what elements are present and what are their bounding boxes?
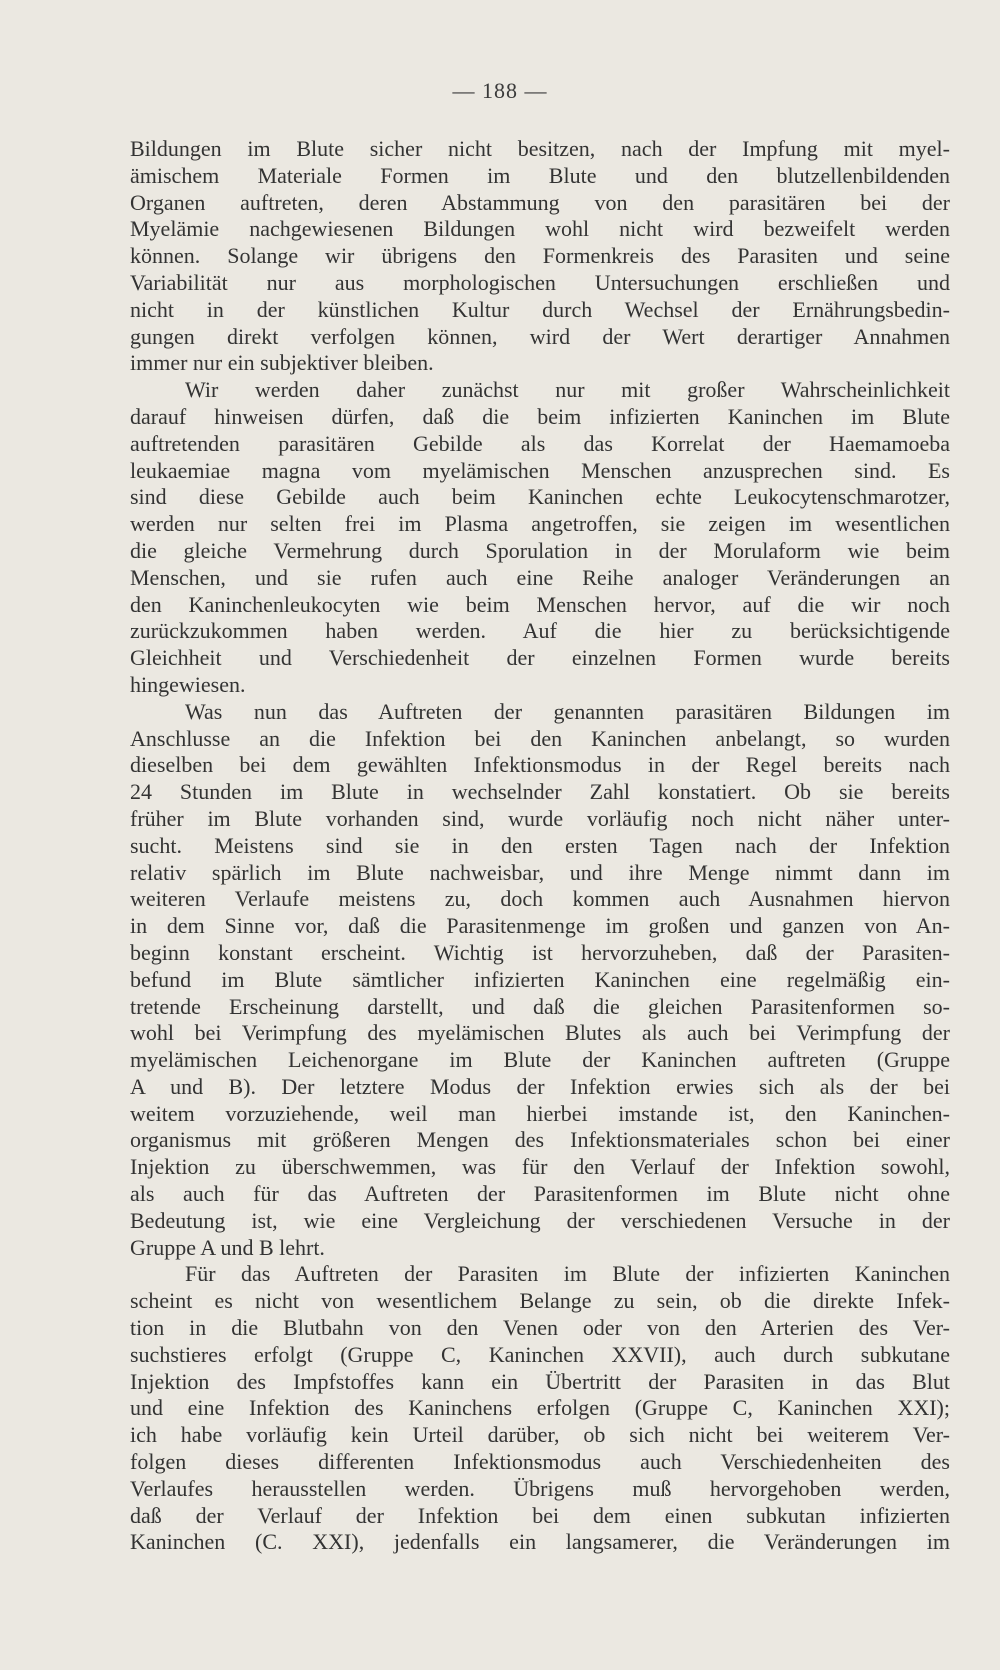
text-line: in dem Sinne vor, daß die Parasitenmenge im großen und ganzen von An- <box>130 913 950 939</box>
text-line: sucht. Meistens sind sie in den ersten Tagen nach der Infektion <box>130 832 950 858</box>
text-line: Bedeutung ist, wie eine Vergleichung der verschiedenen Versuche in der <box>130 1207 950 1233</box>
text-line: beginn konstant erscheint. Wichtig ist hervorzuheben, daß der Parasiten- <box>130 939 950 965</box>
body-text <box>130 136 950 1556</box>
text-line: Kaninchen (C. XXI), jedenfalls ein langsamerer, die Veränderungen im <box>130 1529 950 1555</box>
text-line: wohl bei Verimpfung des myelämischen Blutes als auch bei Verimpfung der <box>130 1020 950 1046</box>
text-line: können. Solange wir übrigens den Formenkreis des Parasiten und seine <box>130 243 950 269</box>
text-line: befund im Blute sämtlicher infizierten Kaninchen eine regelmäßig ein- <box>130 966 950 992</box>
text-line: weitem vorzuziehende, weil man hierbei imstande ist, den Kaninchen- <box>130 1100 950 1126</box>
text-line: Organen auftreten, deren Abstammung von den parasitären bei der <box>130 189 950 215</box>
text-line: organismus mit größeren Mengen des Infektionsmateriales schon bei einer <box>130 1127 950 1153</box>
text-line: ich habe vorläufig kein Urteil darüber, ob sich nicht bei weiterem Ver- <box>130 1422 950 1448</box>
text-line: nicht in der künstlichen Kultur durch Wechsel der Ernährungsbedin- <box>130 296 950 322</box>
text-line: Bildungen im Blute sicher nicht besitzen, nach der Impfung mit myel- <box>130 136 950 161</box>
text-line: 24 Stunden im Blute in wechselnder Zahl konstatiert. Ob sie bereits <box>130 779 950 805</box>
text-line: als auch für das Auftreten der Parasitenformen im Blute nicht ohne <box>130 1181 950 1207</box>
text-line: dieselben bei dem gewählten Infektionsmodus in der Regel bereits nach <box>130 752 950 778</box>
text-line: tretende Erscheinung darstellt, und daß die gleichen Parasitenformen so- <box>130 993 950 1019</box>
text-line: Anschlusse an die Infektion bei den Kaninchen anbelangt, so wurden <box>130 725 950 751</box>
text-line: Menschen, und sie rufen auch eine Reihe analoger Veränderungen an <box>130 564 950 590</box>
text-line: die gleiche Vermehrung durch Sporulation in der Morulaform wie beim <box>130 537 950 563</box>
text-line: gungen direkt verfolgen können, wird der Wert derartiger Annahmen <box>130 323 950 349</box>
text-line: tion in die Blutbahn von den Venen oder von den Arterien des Ver- <box>130 1315 950 1341</box>
text-line: zurückzukommen haben werden. Auf die hier zu berücksichtigende <box>130 618 950 644</box>
text-line: hingewiesen. <box>130 671 246 697</box>
text-line: Was nun das Auftreten der genannten parasitären Bildungen im <box>185 698 950 724</box>
text-line: den Kaninchenleukocyten wie beim Menschen hervor, auf die wir noch <box>130 591 950 617</box>
text-line: myelämischen Leichenorgane im Blute der Kaninchen auftreten (Gruppe <box>130 1047 950 1073</box>
text-line: Injektion des Impfstoffes kann ein Übertritt der Parasiten in das Blut <box>130 1368 950 1394</box>
text-line: Myelämie nachgewiesenen Bildungen wohl nicht wird bezweifelt werden <box>130 216 950 242</box>
text-line: früher im Blute vorhanden sind, wurde vorläufig noch nicht näher unter- <box>130 805 950 831</box>
text-line: Für das Auftreten der Parasiten im Blute der infizierten Kaninchen <box>185 1261 950 1287</box>
text-line: scheint es nicht von wesentlichem Belange zu sein, ob die direkte Infek- <box>130 1288 950 1314</box>
text-line: suchstieres erfolgt (Gruppe C, Kaninchen XXVII), auch durch subkutane <box>130 1341 950 1367</box>
text-line: ämischem Materiale Formen im Blute und den blutzellenbildenden <box>130 162 950 188</box>
text-line: und eine Infektion des Kaninchens erfolgen (Gruppe C, Kaninchen XXI); <box>130 1395 950 1421</box>
text-line: sind diese Gebilde auch beim Kaninchen echte Leukocytenschmarotzer, <box>130 484 950 510</box>
text-line: weiteren Verlaufe meistens zu, doch kommen auch Ausnahmen hiervon <box>130 886 950 912</box>
text-line: A und B). Der letztere Modus der Infektion erwies sich als der bei <box>130 1073 950 1099</box>
text-line: folgen dieses differenten Infektionsmodus auch Verschiedenheiten des <box>130 1449 950 1475</box>
text-line: Injektion zu überschwemmen, was für den Verlauf der Infektion sowohl, <box>130 1154 950 1180</box>
text-line: auftretenden parasitären Gebilde als das Korrelat der Haemamoeba <box>130 430 950 456</box>
text-line: Gruppe A und B lehrt. <box>130 1234 325 1260</box>
text-line: Variabilität nur aus morphologischen Untersuchungen erschließen und <box>130 269 950 295</box>
text-line: immer nur ein subjektiver bleiben. <box>130 350 434 376</box>
text-line: relativ spärlich im Blute nachweisbar, und ihre Menge nimmt dann im <box>130 859 950 885</box>
page-number: — 188 — <box>452 78 548 103</box>
text-line: leukaemiae magna vom myelämischen Menschen anzusprechen sind. Es <box>130 457 950 483</box>
text-line: Gleichheit und Verschiedenheit der einzelnen Formen wurde bereits <box>130 645 950 671</box>
text-line: darauf hinweisen dürfen, daß die beim infizierten Kaninchen im Blute <box>130 403 950 429</box>
text-line: daß der Verlauf der Infektion bei dem einen subkutan infizierten <box>130 1502 950 1528</box>
text-line: Wir werden daher zunächst nur mit großer Wahrscheinlichkeit <box>185 377 950 403</box>
text-line: werden nur selten frei im Plasma angetroffen, sie zeigen im wesentlichen <box>130 511 950 537</box>
text-line: Verlaufes herausstellen werden. Übrigens muß hervorgehoben werden, <box>130 1475 950 1501</box>
